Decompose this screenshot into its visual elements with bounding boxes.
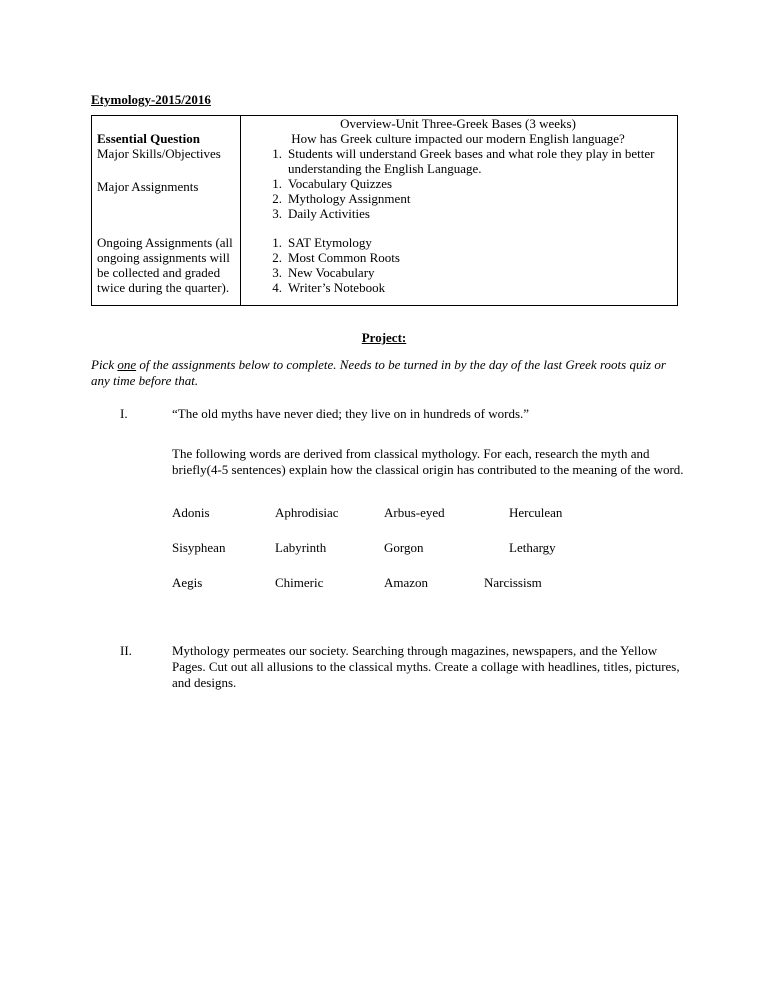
document-title: Etymology-2015/2016 — [91, 92, 211, 107]
overview-table — [91, 115, 678, 306]
emphasis-one: one — [117, 357, 137, 372]
myth-word: Aphrodisiac — [275, 505, 339, 520]
list-item: 4. Writer’s Notebook — [272, 280, 386, 295]
section-1-numeral: I. — [120, 406, 128, 421]
ongoing-label — [97, 235, 235, 295]
table-column-divider — [240, 116, 241, 305]
myth-word: Herculean — [509, 505, 563, 520]
section-1-instructions: The following words are derived from classical mythology. For each, research the myth and briefly(4-5 sentences) explain how the classical origin has contributed to the meaning of the word. — [172, 446, 684, 477]
myth-word: Amazon — [384, 575, 429, 590]
myth-word: Chimeric — [275, 575, 324, 590]
list-item: 2. Most Common Roots — [272, 250, 400, 265]
list-item: 1. Vocabulary Quizzes — [272, 176, 393, 191]
skills-label: Major Skills/Objectives — [97, 146, 221, 161]
assignments-list — [252, 176, 682, 221]
ongoing-label-line: ongoing assignments will — [97, 250, 230, 265]
myth-word: Lethargy — [509, 540, 556, 555]
myth-word: Arbus-eyed — [384, 505, 445, 520]
project-intro: Pick one of the assignments below to complete. Needs to be turned in by the day of the last Greek roots quiz or any time before that. — [91, 357, 666, 388]
myth-word: Narcissism — [484, 575, 542, 590]
section-2-text: Mythology permeates our society. Searching through magazines, newspapers, and the Yellow Pages. Cut out all allusions to the classical myths. Create a collage with headlines, titles, pictures, and designs. — [172, 643, 680, 690]
myth-word: Sisyphean — [172, 540, 226, 555]
section-2-numeral: II. — [120, 643, 132, 658]
list-item: 2. Mythology Assignment — [272, 191, 411, 206]
list-item: 1. Students will understand Greek bases and what role they play in better understanding the English Language. — [272, 146, 655, 176]
ongoing-list — [252, 235, 682, 295]
myth-word: Adonis — [172, 505, 210, 520]
project-heading: Project: — [361, 330, 407, 345]
myth-word: Labyrinth — [275, 540, 327, 555]
section-1-quote: “The old myths have never died; they live on in hundreds of words.” — [172, 406, 530, 421]
list-item: 3. Daily Activities — [272, 206, 370, 221]
ongoing-label-line: twice during the quarter). — [97, 280, 230, 295]
ongoing-label-line: be collected and graded — [97, 265, 221, 280]
myth-word: Aegis — [172, 575, 203, 590]
list-item: 3. New Vocabulary — [272, 265, 375, 280]
essential-question: How has Greek culture impacted our modern English language? — [291, 131, 625, 146]
list-item: 1. SAT Etymology — [272, 235, 372, 250]
ongoing-label-line: Ongoing Assignments (all — [97, 235, 233, 250]
myth-word: Gorgon — [384, 540, 424, 555]
overview-heading: Overview-Unit Three-Greek Bases (3 weeks) — [340, 116, 576, 131]
essential-question-label: Essential Question — [97, 131, 200, 146]
assignments-label: Major Assignments — [97, 179, 199, 194]
skills-list — [252, 146, 682, 176]
